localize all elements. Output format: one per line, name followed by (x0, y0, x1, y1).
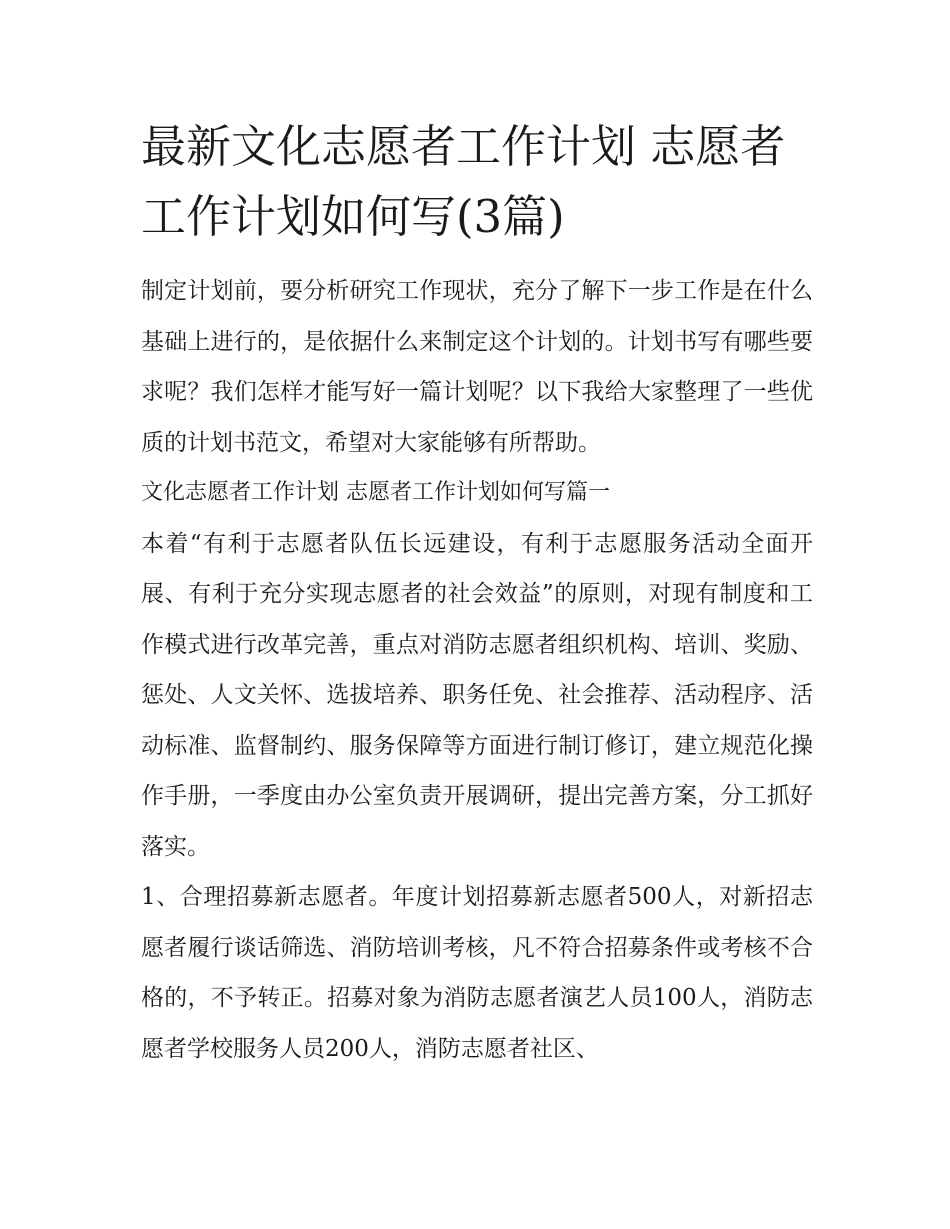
body-paragraph-1: 本着“有利于志愿者队伍长远建设，有利于志愿服务活动全面开展、有利于充分实现志愿者的社会效益”的原则，对现有制度和工作模式进行改革完善，重点对消防志愿者组织机构、培训、奖励、惩处、人文关怀、选拔培养、职务任免、社会推荐、活动程序、活动标准、监督制约、服务保障等方面进行制订修订，建立规范化操作手册，一季度由办公室负责开展调研，提出完善方案，分工抓好落实。 (141, 530, 813, 860)
intro-paragraph: 制定计划前，要分析研究工作现状，充分了解下一步工作是在什么基础上进行的，是依据什么来制定这个计划的。计划书写有哪些要求呢？我们怎样才能写好一篇计划呢？以下我给大家整理了一些优质的计划书范文，希望对大家能够有所帮助。 (141, 278, 813, 456)
section-heading: 文化志愿者工作计划 志愿者工作计划如何写篇一 (141, 480, 610, 505)
document-page (141, 112, 813, 1074)
body-paragraph-2: 1、合理招募新志愿者。年度计划招募新志愿者500人，对新招志愿者履行谈话筛选、消防培训考核，凡不符合招募条件或考核不合格的，不予转正。招募对象为消防志愿者演艺人员100人，消防志愿者学校服务人员200人，消防志愿者社区、 (141, 884, 813, 1062)
document-title: 最新文化志愿者工作计划 志愿者工作计划如何写(3篇) (141, 120, 786, 243)
